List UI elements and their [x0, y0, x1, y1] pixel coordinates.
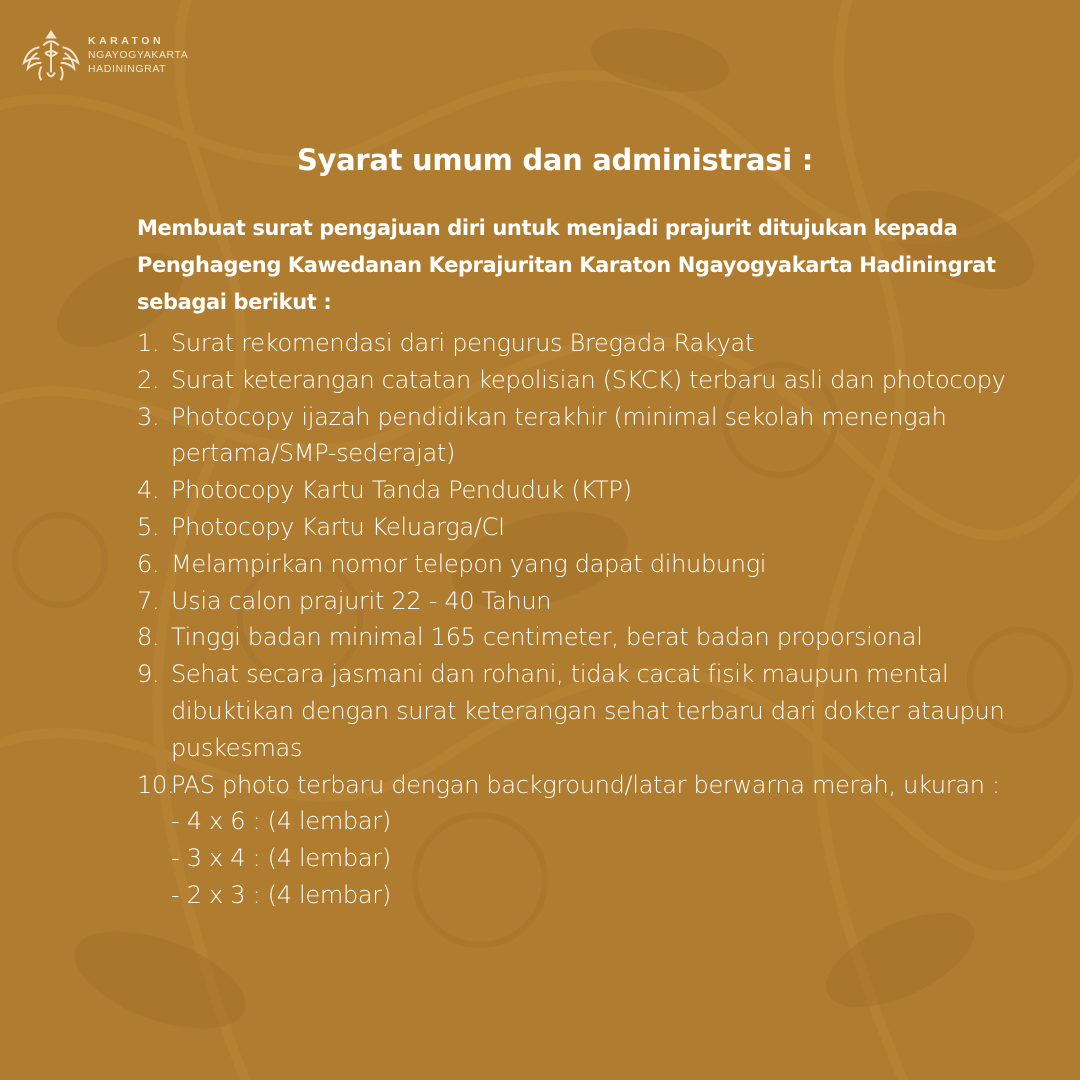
photo-size-item: - 3 x 4 : (4 lembar)	[171, 844, 391, 873]
list-item-text: Usia calon prajurit 22 - 40 Tahun	[171, 586, 552, 615]
brand-line-1: KARATON	[88, 34, 165, 47]
karaton-logo	[20, 24, 188, 86]
list-item-number: 7.	[137, 586, 160, 615]
list-item	[137, 325, 1037, 362]
photo-size-item: - 4 x 6 : (4 lembar)	[171, 807, 391, 836]
intro-paragraph: Membuat surat pengajuan diri untuk menjadi prajurit ditujukan kepada Penghageng Kawedanan Keprajuritan Karaton Ngayogyakarta Hadiningrat sebagai berikut :	[137, 216, 996, 314]
photo-requirement-text: PAS photo terbaru dengan background/latar berwarna merah, ukuran :	[171, 770, 1000, 799]
list-item-number: 6.	[137, 549, 160, 578]
photo-sizes-list	[171, 803, 1037, 913]
list-item-text: Melampirkan nomor telepon yang dapat dihubungi	[171, 549, 767, 578]
list-item	[137, 619, 1037, 656]
list-item	[137, 509, 1037, 546]
list-item-text: Surat keterangan catatan kepolisian (SKCK) terbaru asli dan photocopy	[171, 365, 1006, 394]
list-item-number: 2.	[137, 365, 160, 394]
list-item-number: 5.	[137, 512, 160, 541]
list-item	[137, 583, 1037, 620]
list-item-number: 4.	[137, 476, 160, 505]
list-item-text: Sehat secara jasmani dan rohani, tidak cacat fisik maupun mental dibuktikan dengan surat keterangan sehat terbaru dari dokter ataupun puskesmas	[171, 660, 1005, 762]
list-item-text: Tinggi badan minimal 165 centimeter, berat badan proporsional	[171, 623, 923, 652]
list-item-text: Photocopy Kartu Keluarga/CI	[171, 512, 505, 541]
brand-line-2: NGAYOGYAKARTA	[88, 48, 189, 61]
list-item-text: Photocopy Kartu Tanda Penduduk (KTP)	[171, 476, 632, 505]
list-item	[137, 362, 1037, 399]
list-item	[137, 399, 1037, 473]
requirements-list	[137, 325, 1037, 914]
karaton-crest-icon	[20, 24, 82, 86]
list-item	[137, 472, 1037, 509]
brand-line-3: HADININGRAT	[88, 63, 167, 76]
list-item-number: 1.	[137, 329, 160, 357]
list-item-number: 3.	[137, 402, 160, 431]
list-item-number: 8.	[137, 623, 160, 652]
list-item	[137, 656, 1037, 766]
list-item-text: Photocopy ijazah pendidikan terakhir (minimal sekolah menengah pertama/SMP-sederajat)	[171, 402, 947, 468]
list-item-text: Surat rekomendasi dari pengurus Bregada Rakyat	[171, 329, 755, 357]
list-item	[137, 546, 1037, 583]
list-item-text	[171, 767, 1037, 914]
page-title: Syarat umum dan administrasi :	[296, 143, 814, 177]
list-item	[137, 767, 1037, 914]
list-item-number: 10.	[137, 770, 175, 799]
list-item-number: 9.	[137, 660, 160, 689]
photo-size-item: - 2 x 3 : (4 lembar)	[171, 880, 391, 909]
